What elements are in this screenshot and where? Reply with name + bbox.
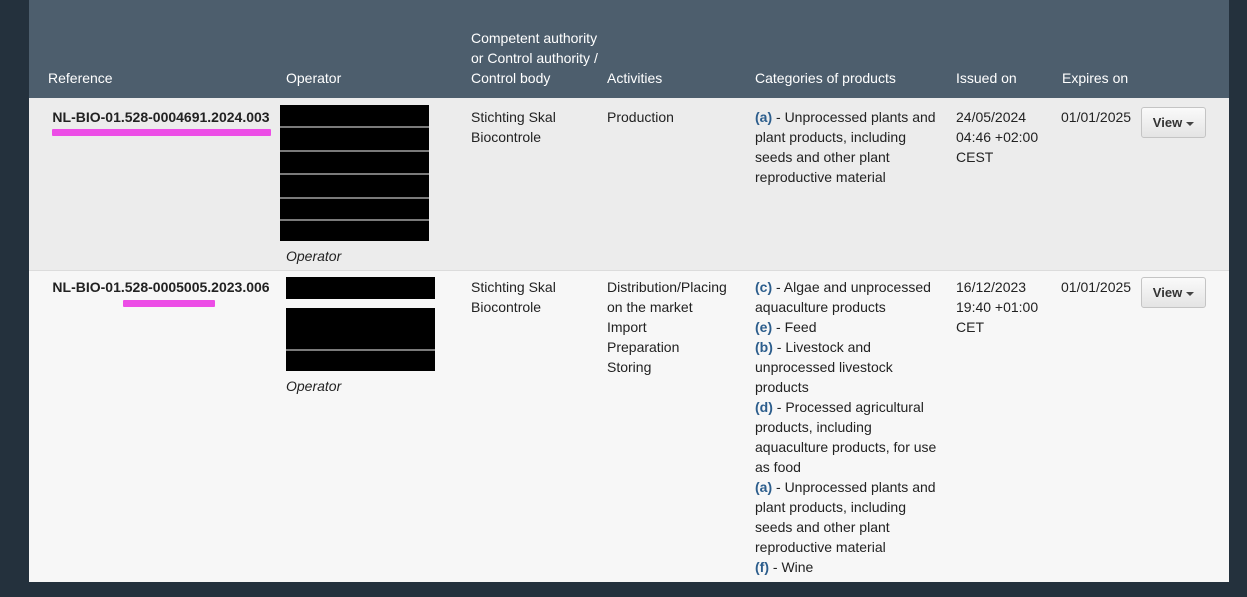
category-item: (e) - Feed bbox=[755, 319, 817, 335]
issued-on-date: 16/12/2023 19:40 +01:00 CET bbox=[956, 279, 1039, 335]
category-code: (a) bbox=[755, 109, 773, 125]
view-dropdown-button[interactable]: View bbox=[1141, 107, 1206, 138]
issued-on-date: 24/05/2024 04:46 +02:00 CEST bbox=[956, 109, 1039, 165]
authority-name: Stichting Skal Biocontrole bbox=[471, 279, 556, 315]
col-header-issued-on: Issued on bbox=[956, 70, 1017, 86]
category-code: (d) bbox=[755, 399, 773, 415]
expires-on-date: 01/01/2025 bbox=[1061, 109, 1132, 125]
category-item: (a) - Unprocessed plants and plant products, including seeds and other plant reproductive material bbox=[755, 109, 936, 185]
category-list bbox=[755, 107, 941, 187]
category-code: (e) bbox=[755, 319, 773, 335]
category-list bbox=[755, 277, 941, 577]
col-header-reference: Reference bbox=[48, 70, 113, 86]
category-item: (a) - Unprocessed plants and plant products, including seeds and other plant reproductive material bbox=[755, 479, 936, 555]
activity-list bbox=[607, 107, 737, 127]
activity-item: Production bbox=[607, 109, 674, 125]
highlight-mark bbox=[52, 129, 271, 136]
certificates-table bbox=[29, 0, 1229, 582]
col-header-activities: Activities bbox=[607, 70, 663, 86]
highlight-mark bbox=[123, 300, 215, 307]
activity-item: Preparation bbox=[607, 339, 680, 355]
col-header-authority: Competent authority or Control authority / Control body bbox=[471, 30, 598, 86]
col-header-categories: Categories of products bbox=[755, 70, 896, 86]
activity-item: Import bbox=[607, 319, 647, 335]
col-header-expires-on: Expires on bbox=[1062, 70, 1129, 86]
category-code: (a) bbox=[755, 479, 773, 495]
activity-item: Storing bbox=[607, 359, 652, 375]
expires-on-date: 01/01/2025 bbox=[1061, 279, 1132, 295]
view-dropdown-button[interactable]: View bbox=[1141, 277, 1206, 308]
table-row bbox=[29, 98, 1229, 271]
caret-down-icon bbox=[1186, 292, 1194, 296]
caret-down-icon bbox=[1186, 122, 1194, 126]
category-code: (b) bbox=[755, 339, 773, 355]
reference-number: NL-BIO-01.528-0004691.2024.003 bbox=[52, 109, 270, 125]
operator-label: Operator bbox=[286, 248, 342, 264]
activity-item: Distribution/Placing on the market bbox=[607, 279, 727, 315]
category-code: (c) bbox=[755, 279, 773, 295]
activity-list bbox=[607, 277, 737, 377]
category-item: (b) - Livestock and unprocessed livestock products bbox=[755, 339, 893, 395]
category-item: (c) - Algae and unprocessed aquaculture products bbox=[755, 279, 931, 315]
category-code: (f) bbox=[755, 559, 769, 575]
table-header bbox=[29, 0, 1229, 98]
redacted-operator-name bbox=[286, 277, 435, 299]
col-header-operator: Operator bbox=[286, 70, 342, 86]
operator-label: Operator bbox=[286, 378, 342, 394]
authority-name: Stichting Skal Biocontrole bbox=[471, 109, 556, 145]
reference-number: NL-BIO-01.528-0005005.2023.006 bbox=[52, 279, 270, 295]
redacted-operator-address bbox=[286, 308, 435, 371]
category-item: (f) - Wine bbox=[755, 559, 814, 575]
category-item: (d) - Processed agricultural products, including aquaculture products, for use as food bbox=[755, 399, 937, 475]
table-row bbox=[29, 271, 1229, 582]
